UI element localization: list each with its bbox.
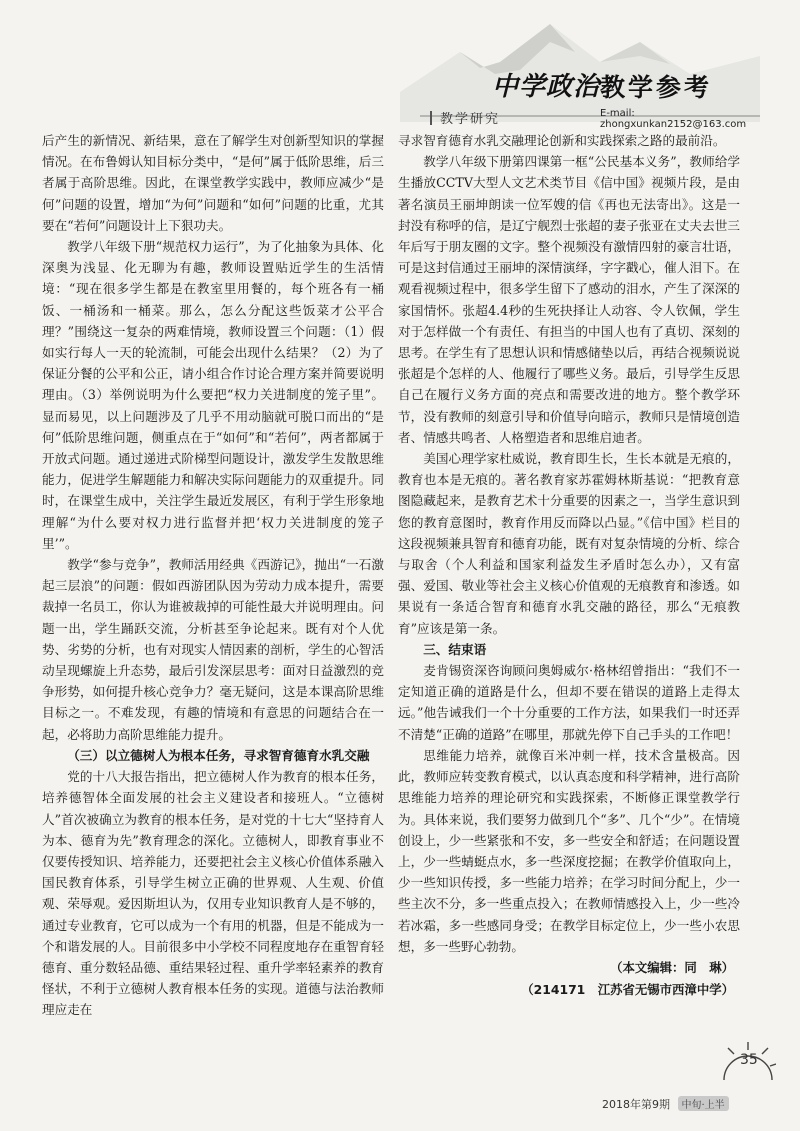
left-paragraph-3: 教学“参与竞争”，教师活用经典《西游记》，抛出“一石激起三层浪”的问题：假如西游团队因为劳动力成本提升，需要裁掉一名员工，你认为谁被裁掉的可能性最大并说明理由。问题一出，学生踊跃交流，分析甚至争论起来。既有对个人优势、劣势的分析，也有对现实人情因素的剖析，学生的心智活动呈现螺旋上升态势，最后引发深层思考：面对日益激烈的竞争形势，如何提升核心竞争力？毫无疑问，这是本课高阶思维目标之一。不难发现，有趣的情境和有意思的问题结合在一起，必将助力高阶思维能力提升。: [42, 557, 384, 742]
issue-footer: [602, 1096, 729, 1112]
right-paragraph-3: 美国心理学家杜威说，教育即生长，生长本就是无痕的，教育也本是无痕的。著名教育家苏霍姆林斯基说：“把教育意图隐藏起来，是教育艺术十分重要的因素之一，当学生意识到您的教育意图时，教育作用反而降以凸显。”《信中国》栏目的这段视频兼具智育和德育功能，既有对复杂情境的分析、综合与取舍（个人利益和国家利益发生矛盾时怎么办），又有富强、爱国、敬业等社会主义核心价值观的无痕教育和渗透。如果说有一条适合智育和德育水乳交融的路径，那么“无痕教育”应该是第一条。: [398, 451, 740, 636]
left-subheading: （三）以立德树人为根本任务，寻求智育德育水乳交融: [67, 747, 370, 763]
editor-credit: （本文编辑：同 琳）: [610, 959, 734, 975]
journal-logo-calligraphy: 中学政治: [492, 72, 601, 102]
left-paragraph-1: 后产生的新情况、新结果，意在了解学生对创新型知识的掌握情况。在布鲁姆认知目标分类中，“是何”属于低阶思维，后三者属于高阶思维。因此，在课堂教学实践中，教师应减少“是何”问题的设置，增加“为何”问题和“如何”问题的比重，尤其要在“若何”问题设计上下狠功夫。: [42, 133, 384, 233]
conclusion-heading: 三、结束语: [423, 641, 487, 657]
left-paragraph-4: 党的十八大报告指出，把立德树人作为教育的根本任务，培养德智体全面发展的社会主义建设者和接班人。“立德树人”首次被确立为教育的根本任务，是对党的十七大“坚持育人为本、德育为先”教育理念的深化。立德树人，即教育事业不仅要传授知识、培养能力，还要把社会主义核心价值体系融入国民教育体系，引导学生树立正确的世界观、人生观、价值观、荣辱观。爱因斯坦认为，仅用专业知识教育人是不够的，通过专业教育，它可以成为一个有用的机器，但是不能成为一个和谐发展的人。目前很多中小学校不同程度地存在重智育轻德育、重分数轻品德、重结果轻过程、重升学率轻素养的教育怪状，不利于立德树人教育根本任务的实现。道德与法治教师理应走在: [42, 769, 384, 1018]
page-number: 35: [740, 1052, 758, 1068]
right-paragraph-2: 教学八年级下册第四课第一框“公民基本义务”，教师给学生播放CCTV大型人文艺术类节目《信中国》视频片段，是由著名演员王丽坤朗读一位军嫂的信《再也无法寄出》。这是一封没有称呼的信，是辽宁舰烈士张超的妻子张亚在丈夫去世三年后写于朋友圈的文字。整个视频没有激情四射的豪言壮语，可是这封信通过王丽坤的深情演绎，字字戳心，催人泪下。在观看视频过程中，很多学生留下了感动的泪水，产生了深深的家国情怀。张超4.4秒的生死抉择让人动容、令人钦佩，学生对于怎样做一个有责任、有担当的中国人也有了真切、深刻的思考。在学生有了思想认识和情感储垫以后，再结合视频说说张超是个怎样的人、他履行了哪些义务。最后，引导学生反思自己在履行义务方面的亮点和需要改进的地方。整个教学环节，没有教师的刻意引导和价值导向暗示，教师只是情境创造者、情感共鸣者、人格塑造者和思维启迪者。: [398, 154, 740, 445]
right-paragraph-4: 麦肯锡资深咨询顾问奥姆威尔·格林绍曾指出：“我们不一定知道正确的道路是什么，但却不要在错误的道路上走得太远。”他告诫我们一个十分重要的工作方法，如果我们一时还弄不清楚“正确的道路”在哪里，那就先停下自己手头的工作吧！: [398, 663, 740, 742]
right-paragraph-5: 思维能力培养，就像百米冲刺一样，技术含量极高。因此，教师应转变教育模式，以认真态度和科学精神，进行高阶思维能力培养的理论研究和实践探索，不断修正课堂教学行为。具体来说，我们要努力做到几个“多”、几个“少”。在情境创设上，少一些紧张和不安，多一些安全和舒适；在问题设置上，少一些蜻蜓点水，多一些深度挖掘；在教学价值取向上，少一些知识传授，多一些能力培养；在学习时间分配上，少一些主次不分，多一些重点投入；在教师情感投入上，少一些冷若冰霜，多一些感同身受；在教学目标定位上，少一些小农思想，多一些野心勃勃。: [398, 747, 740, 954]
section-divider: [430, 111, 432, 125]
section-tag-label: 教学研究: [440, 112, 501, 127]
author-affiliation: （214171 江苏省无锡市西漳中学）: [521, 981, 734, 997]
right-paragraph-1: 寻求智育德育水乳交融理论创新和实践探索之路的最前沿。: [398, 133, 726, 148]
section-tag: [422, 108, 500, 127]
left-paragraph-2: 教学八年级下册“规范权力运行”，为了化抽象为具体、化深奥为浅显、化无聊为有趣，教师设置贴近学生的生活情境：“现在很多学生都是在教室里用餐的，每个班各有一桶饭、一桶汤和一桶菜。那么，怎么分配这些饭菜才公平合理？”围绕这一复杂的两难情境，教师设置三个问题：（1）假如实行每人一天的轮流制，可能会出现什么结果？（2）为了保证分餐的公平和公正，请小组合作讨论合理方案并简要说明理由。（3）举例说明为什么要把“权力关进制度的笼子里”。显而易见，以上问题涉及了几乎不用动脑就可脱口而出的“是何”低阶思维问题，侧重点在于“如何”和“若何”，两者都属于开放式问题。通过递进式阶梯型问题设计，激发学生发散思维能力，促进学生解题能力和解决实际问题能力的双重提升。同时，在课堂生成中，关注学生最近发展区，有利于学生形象地理解“为什么要对权力进行监督并把‘权力关进制度的笼子里’”。: [42, 239, 384, 551]
right-column: [398, 130, 740, 1001]
issue-label: 2018年第9期: [602, 1098, 670, 1111]
left-column: [42, 130, 384, 1021]
issue-badge: 中旬·上半: [678, 1096, 729, 1111]
journal-logo-title: 教学参考: [600, 73, 713, 102]
journal-header: [400, 12, 760, 130]
journal-email: E-mail: zhongxunkan2152@163.com: [600, 108, 747, 130]
